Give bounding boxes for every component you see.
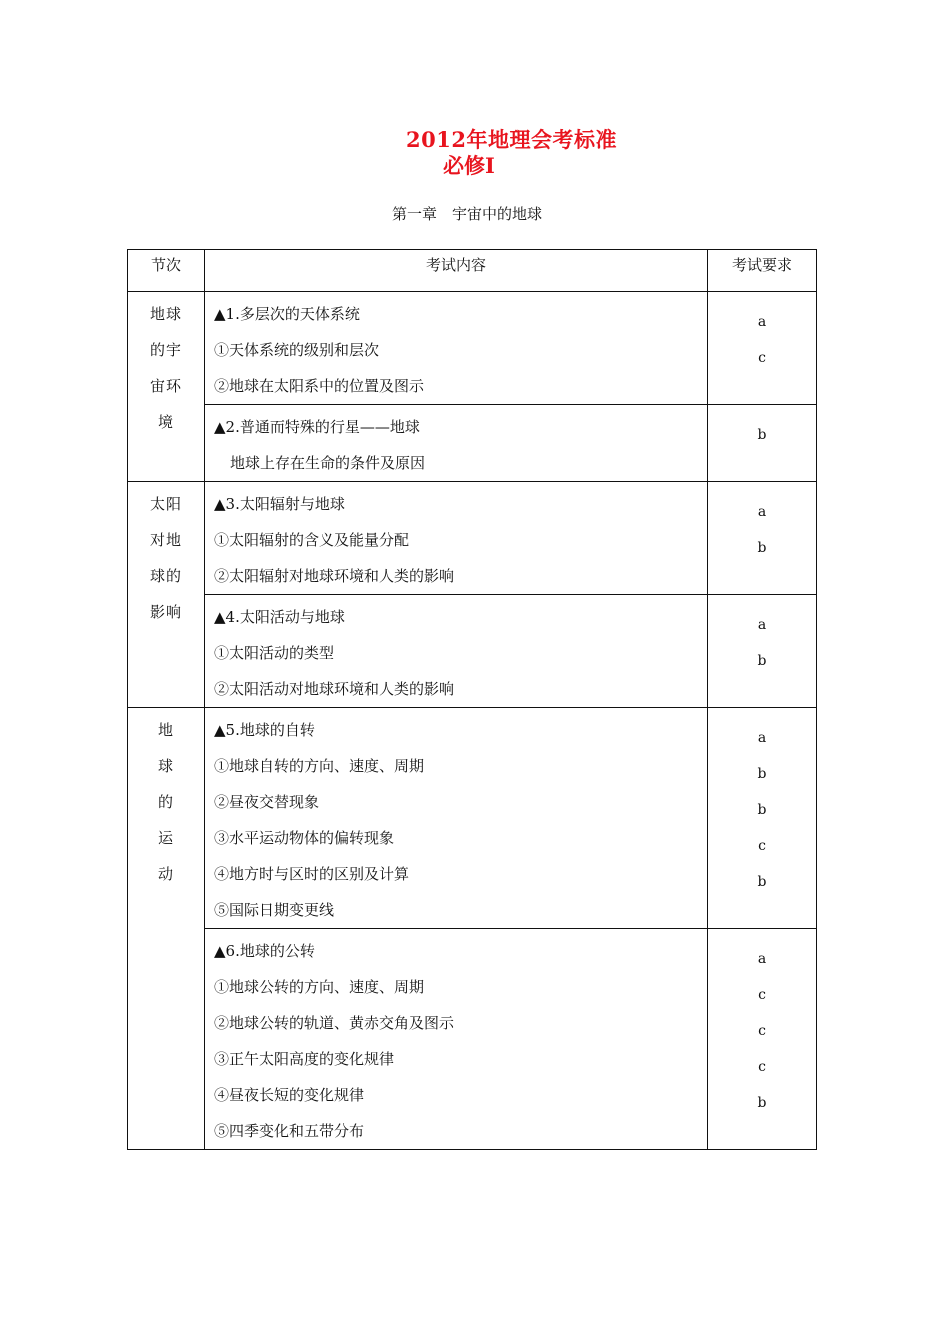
exam-content: ▲3.太阳辐射与地球 ①太阳辐射的含义及能量分配 ②太阳辐射对地球环境和人类的影响: [205, 482, 708, 595]
header-section: 节次: [128, 250, 205, 292]
table-row: [128, 929, 817, 1150]
exam-requirement: a b b c b: [708, 708, 817, 929]
table-row: [128, 405, 817, 482]
exam-requirement: a c c c b: [708, 929, 817, 1150]
exam-standard-table: [127, 249, 817, 1150]
section-name: 地 球 的 运 动: [128, 708, 205, 1150]
page-subtitle: 必修Ⅰ: [443, 153, 495, 178]
exam-requirement: b: [708, 405, 817, 482]
table-header-row: [128, 250, 817, 292]
section-name: 太阳 对地 球的 影响: [128, 482, 205, 708]
section-name: 地球 的宇 宙环 境: [128, 292, 205, 482]
exam-content: ▲6.地球的公转 ①地球公转的方向、速度、周期 ②地球公转的轨道、黄赤交角及图示 ③正午太阳高度的变化规律 ④昼夜长短的变化规律 ⑤四季变化和五带分布: [205, 929, 708, 1150]
exam-content: ▲1.多层次的天体系统 ①天体系统的级别和层次 ②地球在太阳系中的位置及图示: [205, 292, 708, 405]
table-row: [128, 482, 817, 595]
page-title: 2012年地理会考标准: [406, 127, 617, 152]
exam-content: ▲4.太阳活动与地球 ①太阳活动的类型 ②太阳活动对地球环境和人类的影响: [205, 595, 708, 708]
header-content: 考试内容: [205, 250, 708, 292]
table-row: [128, 708, 817, 929]
table-row: [128, 595, 817, 708]
exam-requirement: a c: [708, 292, 817, 405]
header-requirement: 考试要求: [708, 250, 817, 292]
table-row: [128, 292, 817, 405]
exam-requirement: a b: [708, 595, 817, 708]
exam-content: ▲2.普通而特殊的行星——地球 地球上存在生命的条件及原因: [205, 405, 708, 482]
exam-content: ▲5.地球的自转 ①地球自转的方向、速度、周期 ②昼夜交替现象 ③水平运动物体的偏转现象 ④地方时与区时的区别及计算 ⑤国际日期变更线: [205, 708, 708, 929]
exam-requirement: a b: [708, 482, 817, 595]
chapter-heading: 第一章 宇宙中的地球: [392, 205, 543, 223]
